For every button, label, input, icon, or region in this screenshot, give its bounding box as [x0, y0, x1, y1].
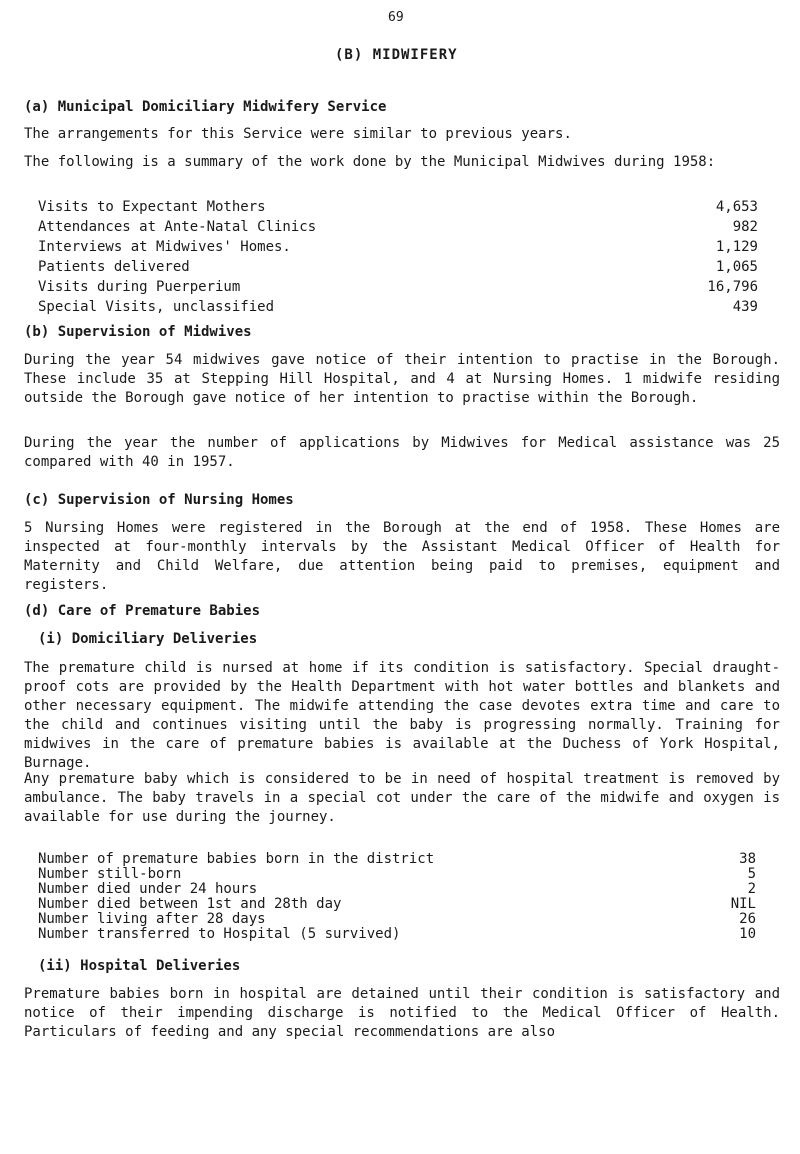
- paragraph-midwife-notices: During the year 54 midwives gave notice of their intention to practise in the Borough. These include 35 at Stepping Hill Hospital, and 4 at Nursing Homes. 1 midwife residing outside the Borough gave notice of her intention to practise within the Borough.: [24, 352, 780, 406]
- stat-label: Number still-born: [38, 866, 182, 882]
- stat-label: Attendances at Ante-Natal Clinics: [38, 219, 317, 235]
- stat-value: 1,129: [715, 239, 758, 255]
- stat-value: 38: [739, 851, 756, 867]
- table-row: [38, 278, 758, 298]
- paragraph-ambulance-transfer: Any premature baby which is considered to be in need of hospital treatment is removed by ambulance. The baby travels in a special cot under the care of the midwife and oxygen is available for use during the journey.: [24, 771, 780, 825]
- table-row: [38, 927, 756, 942]
- stat-value: NIL: [730, 896, 756, 912]
- stat-label: Number of premature babies born in the district: [38, 851, 435, 867]
- stat-value: 2: [747, 881, 756, 897]
- heading-supervision-nursing-homes: (c) Supervision of Nursing Homes: [24, 492, 294, 508]
- stat-label: Interviews at Midwives' Homes.: [38, 239, 291, 255]
- stat-value: 16,796: [707, 279, 758, 295]
- stat-label: Visits to Expectant Mothers: [38, 199, 266, 215]
- paragraph-summary-intro: The following is a summary of the work done by the Municipal Midwives during 1958:: [24, 154, 716, 170]
- paragraph-hospital-premature: Premature babies born in hospital are detained until their condition is satisfactory and notice of their impending discharge is notified to the Medical Officer of Health. Particulars of feeding and any special recommendations are also: [24, 986, 780, 1040]
- stat-value: 1,065: [715, 259, 758, 275]
- heading-municipal-midwifery: (a) Municipal Domiciliary Midwifery Service: [24, 99, 387, 115]
- heading-premature-babies: (d) Care of Premature Babies: [24, 603, 261, 619]
- paragraph-premature-home-care: The premature child is nursed at home if its condition is satisfactory. Special draught-proof cots are provided by the Health Department with hot water bottles and blankets and other necessary equipment. The midwife attending the case devotes extra time and care to the child and continues visiting until the baby is progressing normally. Training for midwives in the care of premature babies is available at the Duchess of York Hospital, Burnage.: [24, 660, 780, 771]
- paragraph-arrangements: The arrangements for this Service were similar to previous years.: [24, 126, 572, 142]
- premature-babies-table: [38, 852, 756, 942]
- stat-value: 982: [732, 219, 758, 235]
- table-row: [38, 258, 758, 278]
- section-title: (B) MIDWIFERY: [335, 47, 458, 63]
- stat-label: Number died under 24 hours: [38, 881, 258, 897]
- table-row: [38, 882, 756, 897]
- table-row: [38, 897, 756, 912]
- stat-value: 26: [739, 911, 756, 927]
- page-number: 69: [388, 10, 404, 25]
- table-row: [38, 867, 756, 882]
- table-row: [38, 852, 756, 867]
- stat-label: Number living after 28 days: [38, 911, 266, 927]
- stat-label: Number transferred to Hospital (5 survived): [38, 926, 401, 942]
- stat-label: Number died between 1st and 28th day: [38, 896, 342, 912]
- paragraph-nursing-homes: 5 Nursing Homes were registered in the Borough at the end of 1958. These Homes are inspected at four-monthly intervals by the Assistant Medical Officer of Health for Maternity and Child Welfare, due attention being paid to premises, equipment and registers.: [24, 520, 780, 593]
- table-row: [38, 198, 758, 218]
- stat-label: Special Visits, unclassified: [38, 299, 275, 315]
- stat-label: Visits during Puerperium: [38, 279, 241, 295]
- paragraph-medical-assistance: During the year the number of applications by Midwives for Medical assistance was 25 compared with 40 in 1957.: [24, 435, 780, 470]
- table-row: [38, 912, 756, 927]
- stat-value: 5: [747, 866, 756, 882]
- heading-hospital-deliveries: (ii) Hospital Deliveries: [38, 958, 241, 974]
- heading-supervision-midwives: (b) Supervision of Midwives: [24, 324, 252, 340]
- stat-value: 4,653: [715, 199, 758, 215]
- stat-value: 439: [732, 299, 758, 315]
- table-row: [38, 238, 758, 258]
- midwifery-work-table: [38, 198, 758, 318]
- stat-value: 10: [739, 926, 756, 942]
- stat-label: Patients delivered: [38, 259, 190, 275]
- table-row: [38, 218, 758, 238]
- table-row: [38, 298, 758, 318]
- heading-domiciliary-deliveries: (i) Domiciliary Deliveries: [38, 631, 258, 647]
